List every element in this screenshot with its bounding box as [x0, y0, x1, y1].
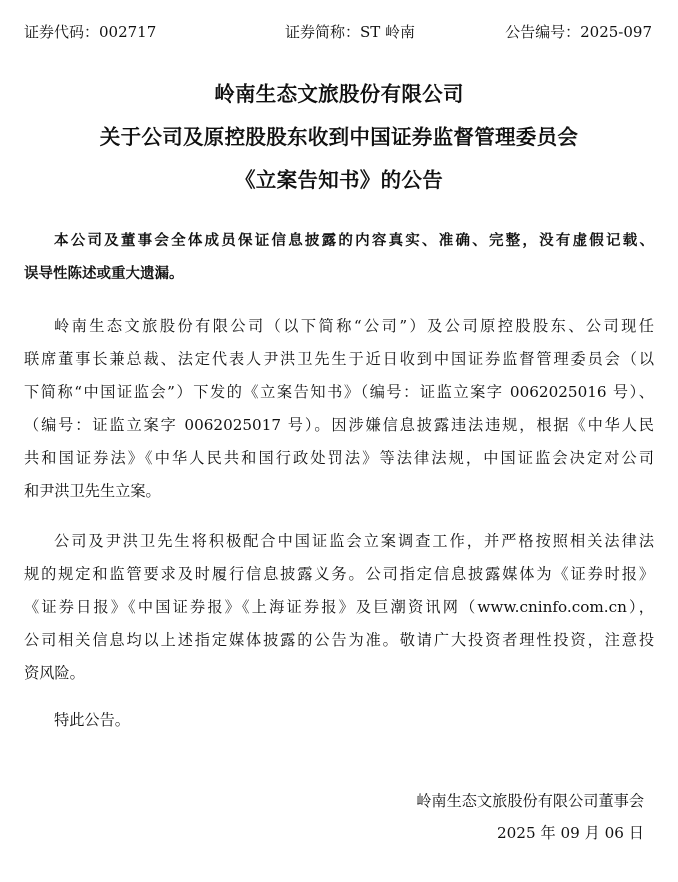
paragraph-line: （编号：证监立案字 0062025017 号）。因涉嫌信息披露违法违规，根据《中华人民	[24, 416, 654, 434]
board-signature: 岭南生态文旅股份有限公司董事会	[416, 792, 644, 810]
paragraph-line: 公司相关信息均以上述指定媒体披露的公告为准。敬请广大投资者理性投资，注意投	[24, 631, 654, 649]
stock-code: 证券代码：002717	[24, 23, 157, 41]
paragraph-line: 和尹洪卫先生立案。	[24, 482, 161, 500]
paragraph-line: 岭南生态文旅股份有限公司（以下简称“公司”）及公司原控股股东、公司现任	[54, 317, 654, 335]
disclaimer-line: 误导性陈述或重大遗漏。	[24, 266, 184, 282]
title-company: 岭南生态文旅股份有限公司	[214, 82, 464, 106]
title-notice: 《立案告知书》的公告	[235, 168, 443, 192]
paragraph-line: 下简称“中国证监会”）下发的《立案告知书》（编号：证监立案字 0062025016 号）、	[24, 383, 654, 401]
paragraph-line: 资风险。	[24, 664, 85, 682]
stock-short-name: 证券简称：ST 岭南	[285, 23, 416, 41]
title-subject: 关于公司及原控股股东收到中国证券监督管理委员会	[99, 125, 579, 149]
paragraph-line: 规的规定和监管要求及时履行信息披露义务。公司指定信息披露媒体为《证券时报》	[24, 565, 654, 583]
disclaimer-line: 本公司及董事会全体成员保证信息披露的内容真实、准确、完整，没有虚假记载、	[54, 233, 654, 249]
closing-statement: 特此公告。	[54, 711, 130, 729]
paragraph-line: 《证券日报》《中国证券报》《上海证券报》及巨潮资讯网（www.cninfo.com.cn），	[24, 598, 654, 616]
paragraph-line: 共和国证券法》《中华人民共和国行政处罚法》等法律法规，中国证监会决定对公司	[24, 449, 654, 467]
announcement-number: 公告编号：2025-097	[505, 23, 652, 41]
announcement-date: 2025 年 09 月 06 日	[496, 824, 644, 842]
paragraph-line: 联席董事长兼总裁、法定代表人尹洪卫先生于近日收到中国证券监督管理委员会（以	[24, 350, 654, 368]
paragraph-line: 公司及尹洪卫先生将积极配合中国证监会立案调查工作，并严格按照相关法律法	[54, 532, 654, 550]
